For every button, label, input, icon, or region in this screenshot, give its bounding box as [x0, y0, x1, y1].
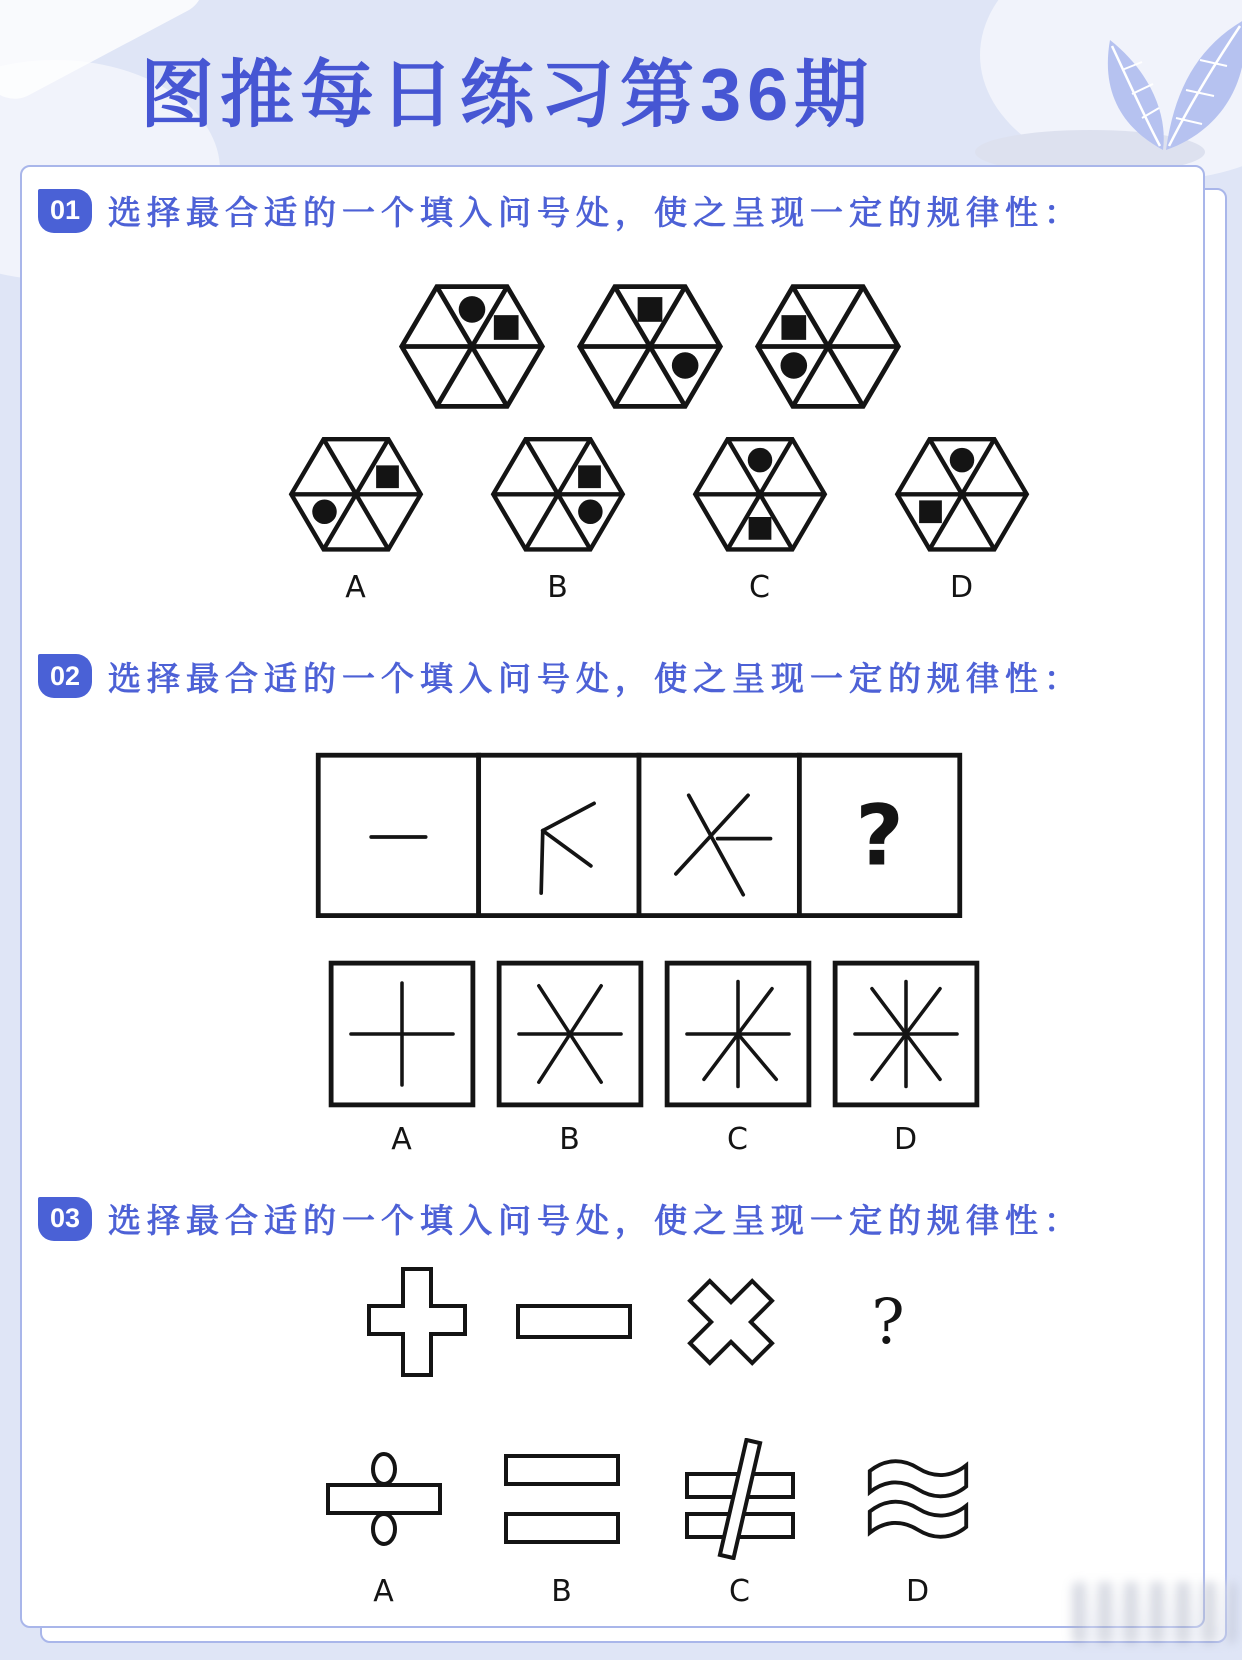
question-2-prompt: 选择最合适的一个填入问号处，使之呈现一定的规律性：: [108, 659, 1083, 697]
option-letter: A: [373, 1574, 394, 1610]
option-letter: B: [551, 1574, 572, 1610]
circle-marker: [578, 500, 603, 525]
option-letter: B: [547, 569, 568, 605]
option-letter: A: [391, 1122, 412, 1158]
option-letter: D: [893, 1122, 918, 1158]
q1-option-hexagon-D: [892, 433, 1032, 556]
question-2-section: [22, 653, 1203, 1158]
question-3-header: [38, 1195, 1203, 1242]
leaf-right-icon: [1166, 20, 1242, 150]
q3-sequence-cell: [823, 1264, 953, 1380]
square-marker: [493, 315, 518, 340]
question-3-option-A[interactable]: [309, 1438, 459, 1609]
question-3-section: [22, 1195, 1203, 1609]
question-1-option-B[interactable]: [488, 433, 628, 605]
q3-option-symbol-box: [843, 1438, 993, 1560]
question-1-section: [22, 187, 1203, 605]
option-letter: C: [727, 1122, 748, 1158]
times-symbol: [681, 1272, 781, 1372]
question-1-sequence-figures: [22, 280, 1203, 413]
q3-option-symbol-box: [487, 1438, 637, 1560]
page-title: 图推每日练习第36期: [140, 53, 875, 136]
question-2-option-D[interactable]: [832, 960, 980, 1157]
approx-equal-symbol: [864, 1450, 972, 1548]
circle-marker: [458, 296, 485, 323]
square-marker: [919, 500, 942, 523]
question-2-option-A[interactable]: [328, 960, 476, 1157]
question-1-options: [22, 433, 1203, 605]
option-letter: C: [729, 1574, 750, 1610]
q2-option-box-A: [328, 960, 476, 1108]
question-2-badge: 02: [38, 654, 92, 698]
not-equal-symbol: [679, 1438, 801, 1560]
q1-option-hexagon-C: [690, 433, 830, 556]
question-3-options: [22, 1438, 1203, 1609]
circle-marker: [671, 352, 698, 379]
q1-sequence-hexagon-1: [396, 280, 548, 413]
q2-option-box-D: [832, 960, 980, 1108]
question-1-badge: 01: [38, 189, 92, 233]
option-letter: C: [749, 569, 770, 605]
leaf-plant-decoration: [950, 0, 1242, 180]
square-marker: [781, 315, 806, 340]
watermark: [1072, 1582, 1236, 1644]
option-letter: D: [949, 569, 974, 605]
question-1-option-D[interactable]: [892, 433, 1032, 605]
square-marker: [748, 517, 771, 540]
question-1-prompt: 选择最合适的一个填入问号处，使之呈现一定的规律性：: [108, 194, 1083, 231]
q3-sequence-cell: [666, 1264, 796, 1380]
q3-option-symbol-box: [309, 1438, 459, 1560]
q2-sequence-strip: [315, 752, 963, 919]
q3-option-symbol-box: [665, 1438, 815, 1560]
option-letter: D: [905, 1574, 930, 1610]
question-2-sequence-figures: [22, 752, 1203, 919]
question-2-option-B[interactable]: [496, 960, 644, 1157]
circle-marker: [312, 500, 337, 525]
equals-symbol: [502, 1452, 622, 1546]
q1-sequence-hexagon-3: [752, 280, 904, 413]
plus-symbol: [365, 1265, 469, 1379]
question-2-options: [22, 960, 1203, 1157]
q1-option-hexagon-A: [286, 433, 426, 556]
question-3-sequence-figures: [22, 1264, 1203, 1380]
worksheet-card: [20, 165, 1205, 1628]
divide-symbol: [324, 1442, 444, 1556]
question-3-option-C[interactable]: [665, 1438, 815, 1609]
q3-sequence-cell: [509, 1264, 639, 1380]
q1-sequence-hexagon-2: [574, 280, 726, 413]
circle-marker: [780, 352, 807, 379]
question-3-prompt: 选择最合适的一个填入问号处，使之呈现一定的规律性：: [108, 1202, 1083, 1240]
question-mark: ?: [854, 786, 904, 884]
q2-option-box-C: [664, 960, 812, 1108]
q3-sequence-cell: [352, 1264, 482, 1380]
q2-option-box-B: [496, 960, 644, 1108]
square-marker: [578, 465, 601, 488]
question-mark: ?: [871, 1285, 905, 1359]
question-3-badge: 03: [38, 1197, 92, 1241]
question-2-header: [38, 653, 1203, 700]
question-1-option-A[interactable]: [286, 433, 426, 605]
question-1-option-C[interactable]: [690, 433, 830, 605]
question-1-header: [38, 187, 1203, 234]
minus-symbol: [516, 1304, 632, 1340]
square-marker: [637, 297, 662, 322]
question-3-option-B[interactable]: [487, 1438, 637, 1609]
question-3-option-D[interactable]: [843, 1438, 993, 1609]
option-letter: B: [559, 1122, 580, 1158]
circle-marker: [949, 448, 974, 473]
q1-option-hexagon-B: [488, 433, 628, 556]
question-2-option-C[interactable]: [664, 960, 812, 1157]
circle-marker: [747, 448, 772, 473]
option-letter: A: [345, 569, 366, 605]
square-marker: [376, 465, 399, 488]
